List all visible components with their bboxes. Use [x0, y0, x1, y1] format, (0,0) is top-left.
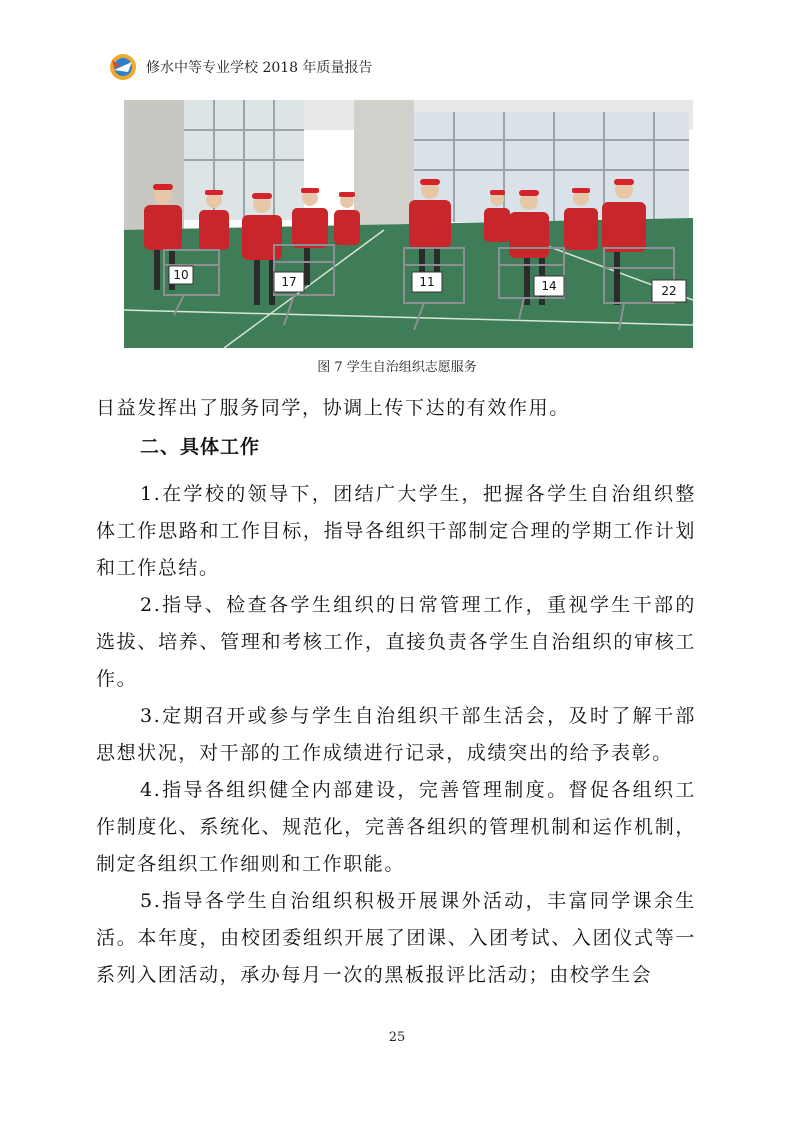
- paragraph: 1.在学校的领导下，团结广大学生，把握各学生自治组织整体工作思路和工作目标，指导各组织干部制定合理的学期工作计划和工作总结。: [96, 483, 696, 579]
- school-logo-icon: [108, 52, 138, 82]
- page-number: 25: [388, 1030, 406, 1045]
- volunteer-photo: [124, 100, 693, 348]
- body-text: [96, 476, 696, 994]
- section-heading: 二、具体工作: [140, 436, 261, 458]
- page-header: [108, 52, 373, 82]
- paragraph: 日益发挥出了服务同学，协调上传下达的有效作用。: [96, 397, 570, 419]
- cart-number-label: 10: [173, 268, 189, 282]
- paragraph: 3.定期召开或参与学生自治组织干部生活会，及时了解干部思想状况，对干部的工作成绩进行记录，成绩突出的给予表彰。: [96, 705, 696, 764]
- body-continuation: [96, 390, 696, 427]
- paragraph: 2.指导、检查各学生组织的日常管理工作，重视学生干部的选拔、培养、管理和考核工作，直接负责各学生自治组织的审核工作。: [96, 594, 696, 690]
- cart-number-label: 14: [541, 279, 557, 293]
- cart-number-label: 11: [419, 275, 435, 289]
- paragraph: 4.指导各组织健全内部建设，完善管理制度。督促各组织工作制度化、系统化、规范化，完善各组织的管理机制和运作机制，制定各组织工作细则和工作职能。: [96, 779, 696, 875]
- cart-number-label: 17: [281, 275, 297, 289]
- figure-caption: 图 7 学生自治组织志愿服务: [317, 360, 477, 375]
- header-title: 修水中等专业学校 2018 年质量报告: [146, 60, 373, 76]
- cart-number-label: 22: [661, 284, 677, 298]
- paragraph: 5.指导各学生自治组织积极开展课外活动，丰富同学课余生活。本年度，由校团委组织开展了团课、入团考试、入团仪式等一系列入团活动，承办每月一次的黑板报评比活动；由校学生会: [96, 890, 696, 986]
